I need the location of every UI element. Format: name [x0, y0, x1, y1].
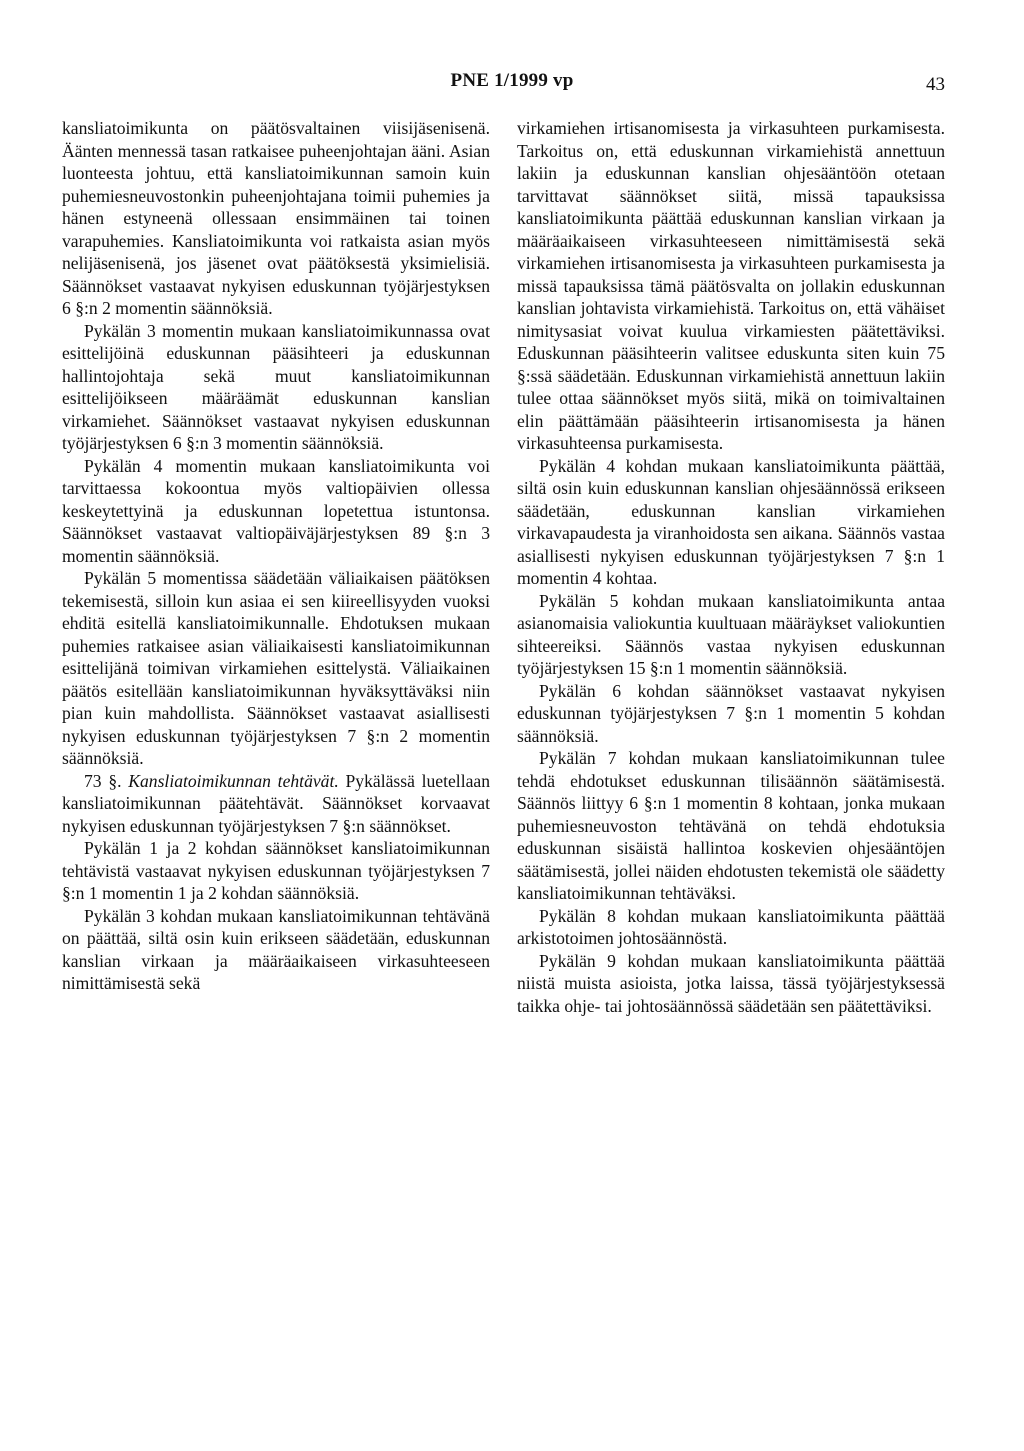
section-paragraph	[62, 770, 490, 838]
section-heading: Kansliatoimikunnan tehtävät.	[128, 770, 339, 791]
paragraph: Pykälän 3 kohdan mukaan kansliatoimikunnan tehtävänä on päättää, siltä osin kuin erikseen säädetään, eduskunnan kanslian virkaan ja määräaikaiseen virkasuhteeseen nimittämisestä sekä	[62, 905, 490, 993]
paragraph: Pykälän 5 kohdan mukaan kansliatoimikunta antaa asianomaisia valiokuntia kuultuaan määräykset valiokuntien sihteereiksi. Säännös vastaa nykyisen eduskunnan työjärjestyksen 15 §:n 1 momentin säännöksiä.	[517, 590, 945, 678]
paragraph: Pykälän 4 kohdan mukaan kansliatoimikunta päättää, siltä osin kuin eduskunnan kanslian ohjesäännössä erikseen säädetään, eduskunnan kanslian virkamiehen virkavapaudesta ja viranhoidosta sen aikana. Säännös vastaa asiallisesti nykyisen eduskunnan työjärjestyksen 7 §:n 1 momentin 4 kohtaa.	[517, 455, 945, 588]
section-text: Pykälässä luetellaan kansliatoimikunnan päätehtävät. Säännökset korvaavat nykyisen eduskunnan työjärjestyksen 7 §:n säännökset.	[62, 770, 490, 836]
paragraph: kansliatoimikunta on päätösvaltainen viisijäsenisenä. Äänten mennessä tasan ratkaisee puheenjohtajan ääni. Asian luonteesta johtuu, että kansliatoimikunnan samoin kuin puhemiesneuvostonkin puheenjohtajana toimii puhemies ja hänen estyneenä ollessaan ensimmäinen tai toinen varapuhemies. Kansliatoimikunta voi ratkaista asian myös nelijäsenisenä, jos jäsenet ovat päätöksestä yksimielisiä. Säännökset vastaavat nykyisen eduskunnan työjärjestyksen 6 §:n 2 momentin säännöksiä.	[62, 118, 490, 318]
left-column	[62, 117, 490, 995]
paragraph: Pykälän 1 ja 2 kohdan säännökset kansliatoimikunnan tehtävistä vastaavat nykyisen eduskunnan työjärjestyksen 7 §:n 1 momentin 1 ja 2 kohdan säännöksiä.	[62, 838, 490, 903]
paragraph: Pykälän 9 kohdan mukaan kansliatoimikunta päättää niistä muista asioista, jotka laissa, tässä työjärjestyksessä taikka ohje- tai johtosäännössä säädetään sen päätettäviksi.	[517, 950, 945, 1016]
section-number: 73 §.	[84, 770, 122, 791]
paragraph: Pykälän 3 momentin mukaan kansliatoimikunnassa ovat esittelijöinä eduskunnan pääsihteeri ja eduskunnan hallintojohtaja sekä muut kansliatoimikunnan esittelijöikseen määräämät eduskunnan kanslian virkamiehet. Säännökset vastaavat nykyisen eduskunnan työjärjestyksen 6 §:n 3 momentin säännöksiä.	[62, 320, 490, 453]
page-header-title: PNE 1/1999 vp	[450, 70, 574, 91]
right-column	[517, 117, 945, 1017]
paragraph: Pykälän 8 kohdan mukaan kansliatoimikunta päättää arkistotoimen johtosäännöstä.	[517, 905, 945, 948]
page-number: 43	[926, 74, 945, 95]
paragraph: Pykälän 4 momentin mukaan kansliatoimikunta voi tarvittaessa kokoontua myös valtiopäivien ollessa keskeytettyinä ja eduskunnan lopetettua istuntonsa. Säännökset vastaavat valtiopäiväjärjestyksen 89 §:n 3 momentin säännöksiä.	[62, 455, 490, 566]
paragraph: Pykälän 7 kohdan mukaan kansliatoimikunnan tulee tehdä ehdotukset eduskunnan tilisäännön säätämisestä. Säännös liittyy 6 §:n 1 momentin 8 kohtaan, jonka mukaan puhemiesneuvoston tehtävänä on tehdä ehdotuksia eduskunnan sisäistä hallintoa koskevien ohjesääntöjen säätämisestä, jollei näiden ehdotusten tekemistä ole säädetty kansliatoimikunnan tehtäväksi.	[517, 748, 945, 903]
paragraph: Pykälän 6 kohdan säännökset vastaavat nykyisen eduskunnan työjärjestyksen 7 §:n 1 momentin 5 kohdan säännöksiä.	[517, 680, 945, 746]
paragraph: virkamiehen irtisanomisesta ja virkasuhteen purkamisesta. Tarkoitus on, että eduskunnan virkamiehistä annettuun lakiin ja eduskunnan kanslian ohjesääntöön otetaan tarvittavat säännökset siitä, missä tapauksissa kansliatoimikunta päättää eduskunnan kanslian virkaan ja määräaikaiseen virkasuhteeseen nimittämisestä sekä virkamiehen irtisanomisesta ja virkasuhteen purkamisesta ja missä tapauksissa tämä päätösvalta on jollakin eduskunnan kanslian johtavista virkamiehistä. Tarkoitus on, että vähäiset nimitysasiat voivat kuulua virkamiesten päätettäviksi. Eduskunnan pääsihteerin valitsee eduskunta siten kuin 75 §:ssä säädetään. Eduskunnan virkamiehistä annettuun lakiin tulee ottaa säännökset myös siitä, mikä on toimivaltainen elin päättämään pääsihteerin irtisanomisesta ja hänen virkasuhteensa purkamisesta.	[517, 118, 945, 453]
paragraph: Pykälän 5 momentissa säädetään väliaikaisen päätöksen tekemisestä, silloin kun asiaa ei sen kiireellisyyden vuoksi ehditä esitellä kansliatoimikunnalle. Ehdotuksen mukaan puhemies ratkaisee asian väliaikaisesti kansliatoimikunnan esittelijänä toimivan virkamiehen esittelystä. Väliaikainen päätös esitellään kansliatoimikunnan hyväksyttäväksi niin pian kuin mahdollista. Säännökset vastaavat asiallisesti nykyisen eduskunnan työjärjestyksen 7 §:n 2 momentin säännöksiä.	[62, 568, 490, 768]
